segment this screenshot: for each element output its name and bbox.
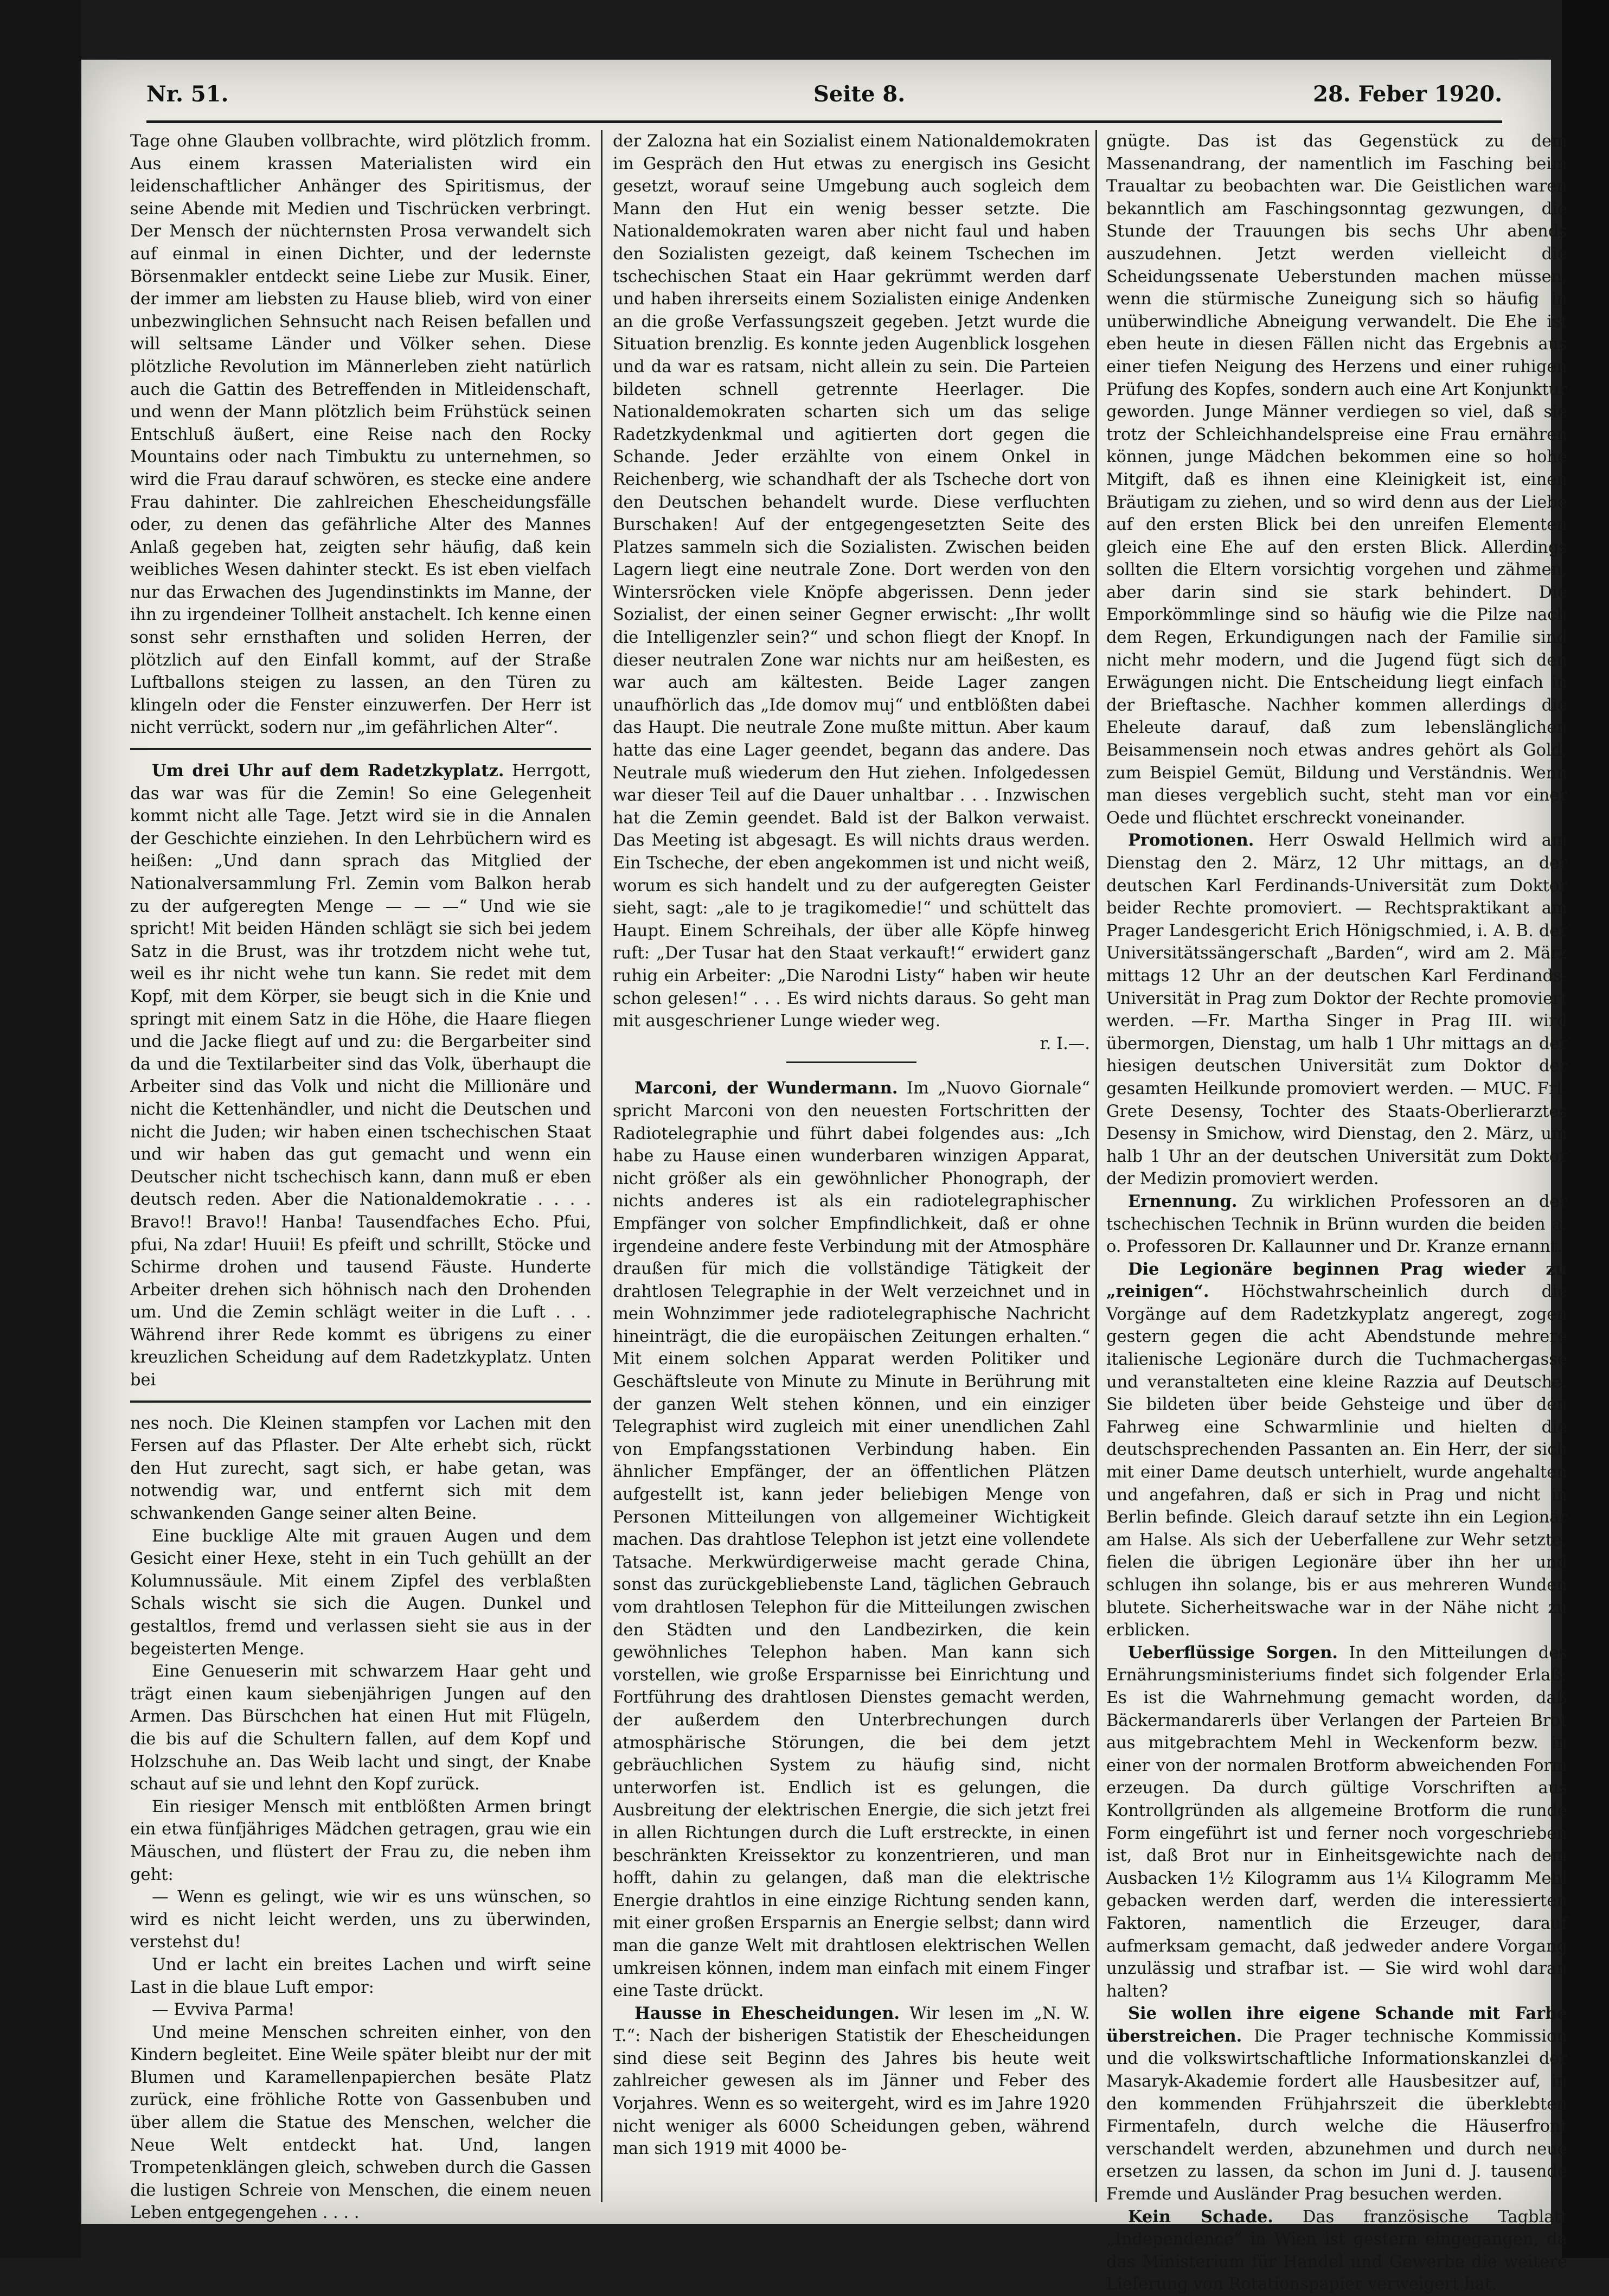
article-continuation: gnügte. Das ist das Gegenstück zu dem Massenandrang, der namentlich im Fasching beim Traualtar zu beobachten war. Die Geistlichen waren bekanntlich am Faschingsonntag gezwungen, die Stunde der Trauungen bis sechs Uhr abends auszudehnen. Jetzt werden vielleicht die Scheidungssenate Ueberstunden machen müssen, wenn die stürmische Zuneigung sich so häufig in unüberwindliche Abneigung verwandelt. Die Ehe ist eben heute in diesen Fällen nicht das Ergebnis aus einer tiefen Neigung des Herzens und einer ruhigen Prüfung des Kopfes, sondern auch eine Art Konjunktur geworden. Junge Männer verdiegen so viel, daß sie trotz der Schleichhandelspreise eine Frau ernähren können, junge Mädchen bekommen eine so hohe Mitgift, daß es ihnen eine Kleinigkeit ist, einen Bräutigam zu ziehen, und so wird denn aus der Liebe auf den ersten Blick bei den unreifen Elementen gleich eine Ehe auf den ersten Blick. Allerdings sollten die Eltern vorsichtig vorgehen und zähmen, aber darin sind sie stark behindert. Die Emporkömmlinge sind so häufig wie die Pilze nach dem Regen, Erkundigungen nach der Familie sind nicht mehr modern, und die Jugend fügt sich den Erwägungen nicht. Die Entscheidung liegt einfach in der Brieftasche. Nachher kommen allerdings die Eheleute darauf, daß zum lebenslänglichen Beisammensein noch etwas andres gehört als Gold, zum Beispiel Gemüt, Bildung und Verständnis. Wenn man dieses vergeblich sucht, steht man vor einer Oede und flüchtet erschreckt voneinander. <box>1106 132 1567 828</box>
article-heading: Ernennung. <box>1128 1191 1238 1211</box>
article-ernennung <box>1106 1191 1567 1258</box>
article-legionaere <box>1106 1258 1567 1642</box>
article-heading: Hausse in Ehescheidungen. <box>634 2003 900 2023</box>
article-continuation: der Zalozna hat ein Sozialist einem Nationaldemokraten im Gespräch den Hut etwas zu energisch ins Gesicht gesetzt, worauf seine Umgebung auch sogleich dem Mann den Hut ein wenig besser setzte. Die Nationaldemokraten waren aber nicht faul und haben den Sozialisten gezeigt, daß keinem Tschechen im tschechischen Staat ein Haar gekrümmt werden darf und haben ihrerseits einem Sozialisten einige Andenken an die große Verfassungszeit gegeben. Jetzt wurde die Situation brenzlig. Es konnte jeden Augenblick losgehen und da war es ratsam, nicht allein zu sein. Die Parteien bildeten schnell getrennte Heerlager. Die Nationaldemokraten scharten sich um das selige Radetzkydenkmal und agitierten dort gegen die Schande. Jeder erzählte von einem Onkel in Reichenberg, wie schandhaft der als Tscheche dort von den Deutschen behandelt wurde. Diese verfluchten Burschaken! Auf der entgegengesetzten Seite des Platzes sammeln sich die Sozialisten. Zwischen beiden Lagern liegt eine neutrale Zone. Dort werden von den Wintersröcken viele Knöpfe abgerissen. Denn jeder Sozialist, der einen seiner Gegner erwischt: „Ihr wollt die Intelligenzler sein?“ und schon fliegt der Knopf. In dieser neutralen Zone war nichts nur am heißesten, es war auch am kältesten. Beide Lager zangen unaufhörlich das „Ide domov muj“ und entblößten dabei das Haupt. Die neutrale Zone mußte mittun. Aber kaum hatte das eine Lager geendet, begann das andere. Das Neutrale muß wiederum den Hut ziehen. Infolgedessen war dieser Teil auf die Dauer unhaltbar . . . Inzwischen hat die Zemin geendet. Bald ist der Balkon verwaist. Das Meeting ist abgesagt. Es will nichts draus werden. Ein Tscheche, der eben angekommen ist und nicht weiß, worum es sich handelt und zu der aufgeregten Geister sieht, sagt: „ale to je tragikomedie!“ und schüttelt das Haupt. Einem Schreihals, der über alle Köpfe hinweg ruft: „Der Tusar hat den Staat verkauft!“ erwidert ganz ruhig ein Arbeiter: „Die Narodni Listy“ haben wir heute schon gelesen!“ . . . Es wird nichts daraus. So geht man mit ausgeschriener Lunge wieder weg. <box>613 132 1090 1031</box>
article-body: Im „Nuovo Giornale“ spricht Marconi von den neuesten Fortschritten der Radiotelegraphie und führt dabei folgendes aus: „Ich habe zu Hause einen wunderbaren winzigen Apparat, nicht größer als ein gewöhnlicher Phonograph, der nichts anderes ist als ein radiotelegraphischer Empfänger von solcher Empfindlichkeit, daß er ohne irgendeine andere feste Verbindung mit der Atmosphäre draußen für mich die vollständige Tätigkeit der drahtlosen Telegraphie in der Welt verzeichnet und in mein Wohnzimmer jede radiotelegraphische Nachricht hineinträgt, die die europäischen Zeitungen erhalten.“ Mit einem solchen Apparat werden Politiker und Geschäftsleute von Minute zu Minute in Berührung mit der ganzen Welt stehen können, und ein einziger Telegraphist wird zugleich mit einer unendlichen Zahl von Empfangsstationen Verbindung haben. Ein ähnlicher Empfänger, der an öffentlichen Plätzen aufgestellt ist, kann jeder beliebigen Menge von Personen Mitteilungen von allgemeiner Wichtigkeit machen. Das drahtlose Telephon ist jetzt eine vollendete Tatsache. Merkwürdigerweise macht gerade China, sonst das zurückgebliebenste Land, täglichen Gebrauch vom drahtlosen Telephon für die Mitteilungen zwischen den Städten und den Landbezirken, die kein gewöhnliches Telephon haben. Man kann sich vorstellen, wie große Ersparnisse bei Einrichtung und Fortführung des drahtlosen Dienstes gemacht werden, der außerdem den Unterbrechungen durch atmosphärische Störungen, die bei dem jetzt gebräuchlichen System zu häufig sind, nicht unterworfen ist. Endlich ist es gelungen, die Ausbreitung der elektrischen Energie, die sich jetzt frei in allen Richtungen durch die Luft erstreckte, in einen beschränkten Kreissektor zu konzentrieren, und man hofft, dahin zu gelangen, daß man die elektrische Energie drahtlos in eine einzige Richtung senden kann, mit einer großen Ersparnis an Energie selbst; dann wird man die ganze Welt mit drahtlosen elektrischen Wellen umkreisen können, indem man einfach mit einem Finger eine Taste drückt. <box>613 1079 1090 2001</box>
article-signature: r. I.—. <box>1040 1034 1090 1053</box>
article-promotionen <box>1106 829 1567 1191</box>
story-paragraph: nes noch. Die Kleinen stampfen vor Lachen mit den Fersen auf das Pflaster. Der Alte erhebt sich, rückt den Hut zurecht, sagt sich, er habe getan, was notwendig war, und entfernt sich mit dem schwankenden Gange seiner alten Beine. <box>130 1414 591 1524</box>
scan-border-left <box>0 0 81 2258</box>
column-divider <box>601 130 602 2202</box>
article-body: Herrgott, das war was für die Zemin! So eine Gelegenheit kommt nicht alle Tage. Jetzt wird sie in die Annalen der Geschichte einziehen. In den Lehrbüchern wird es heißen: „Und dann sprach das Mitglied der Nationalversammlung Frl. Zemin vom Balkon herab zu der aufgeregten Menge — — —“ Und wie sie spricht! Mit beiden Händen schlägt sie sich bei jedem Satz in die Brust, was ihr trotzdem nicht wehe tut, weil es ihr nicht wehe tun kann. Sie redet mit dem Kopf, mit dem Körper, sie beugt sich in die Knie und springt mit einem Satz in die Höhe, die Haare fliegen und die Jacke fliegt auf und zu: die Bergarbeiter sind da und die Textilarbeiter sind das Volk, überhaupt die Arbeiter sind das Volk und nicht die Millionäre und nicht die Kettenhändler, und nicht die Deutschen und nicht die Juden; wir haben einen tschechischen Staat und wir haben das gut gemacht und wenn ein Deutscher nicht tschechisch kann, dann muß er eben deutsch reden. Aber die Nationaldemokratie . . . . Bravo!! Bravo!! Hanba! Tausendfaches Echo. Pfui, pfui, Na zdar! Huuii! Es pfeift und schrillt, Stöcke und Schirme drohen und tausend Fäuste. Hunderte Arbeiter drehen sich höhnisch nach den Drohenden um. Und die Zemin schlägt weiter in die Luft . . . Während ihrer Rede kommt es übrigens zu einer kreuzlichen Scheidung auf dem Radetzkyplatz. Unten bei <box>130 762 591 1390</box>
article-heading: Um drei Uhr auf dem Radetzkyplatz. <box>152 761 504 781</box>
article-heading: Ueberflüssige Sorgen. <box>1128 1642 1338 1662</box>
article-schande <box>1106 2003 1567 2205</box>
article-body: In den Mitteilungen des Ernährungsministeriums findet sich folgender Erlaß: Es ist die Wahrnehmung gemacht worden, daß Bäckermandarerls über Verlangen der Parteien Brot aus mitgebrachtem Mehl in Weckenform bezw. in einer von der normalen Brotform abweichenden Form erzeugen. Da durch gültige Vorschriften aus Kontrollgründen als allgemeine Brotform die runde Form eingeführt ist und ferner noch vorgeschrieben ist, daß Brot nur in Einheitsgewichte nach dem Ausbacken 1½ Kilogramm aus 1¼ Kilogramm Mehl gebacken werden darf, werden die interessierten Faktoren, namentlich die Erzeuger, darauf aufmerksam gemacht, daß jedweder andere Vorgang unzulässig und strafbar ist. — Sie wird wohl daran halten? <box>1106 1643 1567 2001</box>
column-3 <box>1106 130 1567 2294</box>
story-paragraph: Ein riesiger Mensch mit entblößten Armen bringt ein etwa fünfjähriges Mädchen getragen, grau wie ein Mäuschen, und flüstert der Frau zu, die neben ihm geht: <box>130 1797 591 1884</box>
article-heading: Marconi, der Wundermann. <box>634 1078 898 1098</box>
story-paragraph: Eine bucklige Alte mit grauen Augen und dem Gesicht einer Hexe, steht in ein Tuch gehüllt an der Kolumnussäule. Mit einem Zipfel des verblaßten Schals wischt sie sich die Augen. Dunkel und gestaltlos, fremd und verlassen sieht sie aus in der begeisterten Menge. <box>130 1526 591 1659</box>
page-header <box>146 81 1502 114</box>
issue-number: Nr. 51. <box>146 81 229 107</box>
article-kein-schade <box>1106 2206 1567 2296</box>
article-continuation: Tage ohne Glauben vollbrachte, wird plötzlich fromm. Aus einem krassen Materialisten wird ein leidenschaftlicher Anhänger des Spiritismus, der seine Abende mit Medien und Tischrücken verbringt. Der Mensch der nüchternsten Prosa verwandelt sich auf einmal in einen Dichter, und der ledernste Börsenmakler entdeckt seine Liebe zur Musik. Einer, der immer am liebsten zu Hause blieb, wird von einer unbezwinglichen Sehnsucht nach Reisen befallen und will seltsame Länder und Völker sehen. Diese plötzliche Revolution im Männerleben zieht natürlich auch die Gattin des Betreffenden in Mitleidenschaft, und wenn der Mann plötzlich beim Frühstück seinen Entschluß äußert, eine Reise nach den Rocky Mountains oder nach Timbuktu zu unternehmen, so wird die Frau darauf schwören, es stecke eine andere Frau dahinter. Die zahlreichen Ehescheidungsfälle oder, zu denen das gefährliche Alter des Mannes Anlaß gegeben hat, zeigten sehr häufig, daß kein weibliches Wesen dahinter steckt. Es ist eben vielfach nur das Erwachen des Jugendinstinkts im Manne, der ihn zu irgendeiner Tollheit anstachelt. Ich kenne einen sonst sehr ernsthaften und soliden Herren, der plötzlich auf den Einfall kommt, auf der Straße Luftballons steigen zu lassen, an den Türen zu klingeln oder die Fenster einzuwerfen. Der Herr ist nicht verrückt, sodern nur „im gefährlichen Alter“. <box>130 132 591 738</box>
story-paragraph: Und meine Menschen schreiten einher, von den Kindern begleitet. Eine Weile später bleibt nur der mit Blumen und Karamellenpapierchen besäte Platz zurück, eine fröhliche Rotte von Gassenbuben und über allem die Statue des Menschen, welcher die Neue Welt entdeckt hat. Und, langen Trompetenklängen gleich, schweben durch die Gassen die lustigen Schreie von Menschen, die einem neuen Leben entgegengehen . . . . <box>130 2023 591 2223</box>
article-radetzkyplatz <box>130 760 591 1392</box>
story-paragraph: Und er lacht ein breites Lachen und wirft seine Last in die blaue Luft empor: <box>130 1955 591 1997</box>
story-paragraph: — Wenn es gelingt, wie wir es uns wünschen, so wird es nicht leicht werden, uns zu überwinden, verstehst du! <box>130 1888 591 1952</box>
article-body: Höchstwahrscheinlich durch die Vorgänge auf dem Radetzkyplatz angeregt, zogen gestern gegen die acht Abendstunde mehrere italienische Legionäre durch die Tuchmachergasse und veranstalteten eine kleine Razzia auf Deutsche. Sie bildeten über beide Gehsteige und über den Fahrweg eine Schwarmlinie und hielten die deutschsprechenden Passanten an. Ein Herr, der sich mit einer Dame deutsch unterhielt, wurde angehalten und angefahren, daß er sich in Prag und nicht in Berlin befinde. Gleich darauf setzte ihn ein Legionär am Halse. Als sich der Ueberfallene zur Wehr setzte, fielen die übrigen Legionäre über ihn her und schlugen ihn solange, bis er aus mehreren Wunden blutete. Sicherheitswache war in der Nähe nicht zu erblicken. <box>1106 1282 1567 1640</box>
page-number: Seite 8. <box>813 81 906 107</box>
article-heading: Promotionen. <box>1128 830 1254 850</box>
article-marconi <box>613 1077 1090 2002</box>
article-separator <box>130 1400 591 1403</box>
issue-date: 28. Feber 1920. <box>1313 81 1502 107</box>
scan-border-right <box>1562 0 1609 2258</box>
article-heading: Sie wollen ihre eigene Schande mit Farbe überstreichen. <box>1106 2004 1567 2046</box>
story-paragraph: — Evviva Parma! <box>152 2000 295 2020</box>
header-rule <box>146 120 1502 123</box>
article-body: Die Prager technische Kommission und die volkswirtschaftliche Informationskanzlei der Masaryk-Akademie fordert alle Hausbesitzer auf, in den kommenden Frühjahrszeit die überklebten Firmentafeln, durch welche die Häuserfront verschandelt werden, abzunehmen und durch neue ersetzen zu lassen, da schon im Juni d. J. tausende Fremde und Ausländer Prag besuchen werden. <box>1106 2026 1567 2204</box>
article-body: Zu wirklichen Professoren an der tschechischen Technik in Brünn wurden die beiden a. o. Professoren Dr. Kallaunner und Dr. Kranze ernannt. <box>1106 1192 1567 1257</box>
article-body: Das französische Tagblatt „Independence“ in Wien ist gestern eingegangen, da das Ministerium für Handel und Gewerbe die weitere Lieferung von Rotationspapier verweigert hat. <box>1106 2207 1567 2294</box>
column-1 <box>130 130 591 2223</box>
article-heading: Kein Schade. <box>1128 2207 1273 2227</box>
article-body: Wir lesen im „N. W. T.“: Nach der bisherigen Statistik der Ehescheidungen sind diese seit Beginn des Jahres bis heute weit zahlreicher gewesen als im Jänner und Feber des Vorjahres. Wenn es so weitergeht, wird es im Jahre 1920 nicht weniger als 6000 Scheidungen geben, während man sich 1919 mit 4000 be- <box>613 2004 1090 2159</box>
article-heading: Die Legionäre beginnen Prag wieder zu „reinigen“. <box>1106 1259 1567 1302</box>
article-body: Herr Oswald Hellmich wird am Dienstag den 2. März, 12 Uhr mittags, an der deutschen Karl Ferdinands-Universität zum Doktor beider Rechte promoviert. — Rechtspraktikant am Prager Landesgericht Erich Hönigschmied, i. A. B. der Universitätssängerschaft „Barden“, wird am 2. März mittags 12 Uhr an der deutschen Karl Ferdinands-Universität in Prag zum Doktor der Rechte promoviert werden. —Fr. Martha Singer in Prag III. wird übermorgen, Dienstag, um halb 1 Uhr mittags an der hiesigen deutschen Universität zum Doktor der gesamten Heilkunde promoviert werden. — MUC. Frl. Grete Desensy, Tochter des Staats-Oberlierarztes Desensy in Smichow, wird Dienstag, den 2. März, um halb 1 Uhr an der deutschen Universität zum Doktor der Medizin promoviert werden. <box>1106 831 1567 1189</box>
article-separator <box>130 748 591 750</box>
article-ehescheidungen <box>613 2003 1090 2160</box>
story-paragraph: Eine Genueserin mit schwarzem Haar geht und trägt einen kaum siebenjährigen Jungen auf den Armen. Das Bürschchen hat einen Hut mit Flügeln, die bis auf die Schultern fallen, auf dem Kopf und Holzschuhe an. Das Weib lacht und singt, der Knabe schaut auf sie und lehnt den Kopf zurück. <box>130 1662 591 1794</box>
column-2 <box>613 130 1090 2175</box>
column-divider <box>1095 130 1097 2202</box>
article-sorgen <box>1106 1642 1567 2003</box>
article-separator <box>786 1061 916 1063</box>
